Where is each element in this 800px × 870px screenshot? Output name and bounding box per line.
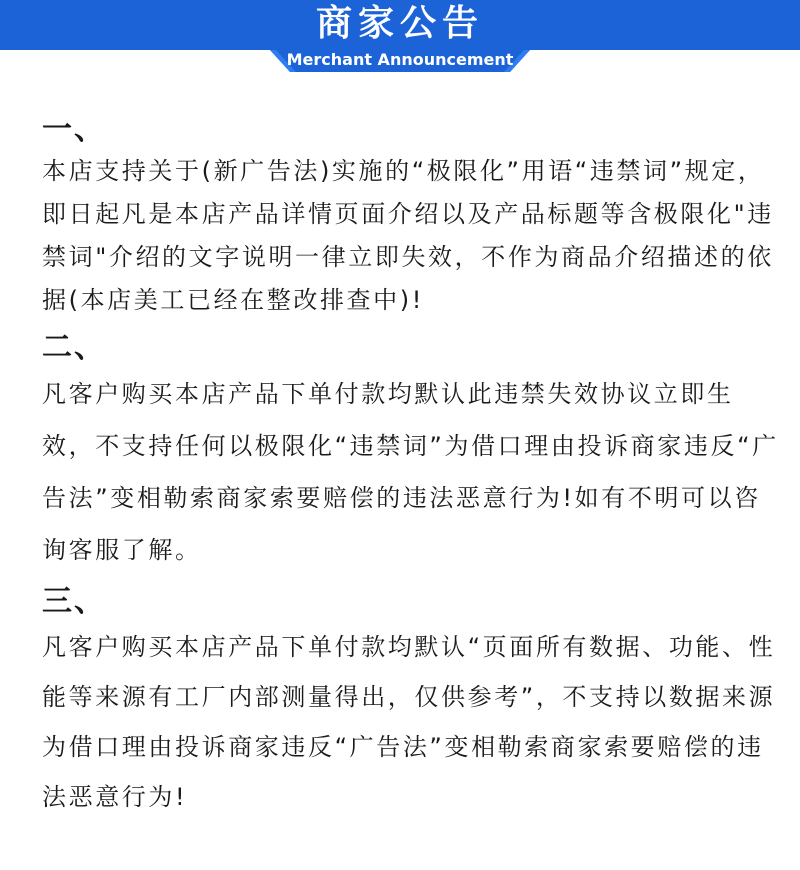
banner-subtitle: Merchant Announcement bbox=[286, 50, 514, 69]
section-1-text: 本店支持关于(新广告法)实施的“极限化”用语“违禁词”规定，即日起凡是本店产品详情页面介绍以及产品标题等含极限化"违禁词"介绍的文字说明一律立即失效，不作为商品介绍描述的依据(本店美工已经在整改排查中)! bbox=[42, 157, 774, 314]
section-3-heading: 三、 bbox=[42, 584, 106, 619]
section-2-heading: 二、 bbox=[42, 330, 106, 365]
section-3-text: 凡客户购买本店产品下单付款均默认“页面所有数据、功能、性能等来源有工厂内部测量得出，仅供参考”，不支持以数据来源为借口理由投诉商家违反“广告法”变相勒索商家索要赔偿的违法恶意行为! bbox=[42, 633, 776, 811]
banner-title: 商家公告 bbox=[315, 3, 484, 44]
announcement-body bbox=[42, 110, 782, 822]
section-2-text: 凡客户购买本店产品下单付款均默认此违禁失效协议立即生效，不支持任何以极限化“违禁词”为借口理由投诉商家违反“广告法”变相勒索商家索要赔偿的违法恶意行为!如有不明可以咨询客服了解。 bbox=[42, 380, 779, 564]
section-1-heading: 一、 bbox=[42, 112, 106, 147]
announcement-banner bbox=[0, 0, 800, 80]
